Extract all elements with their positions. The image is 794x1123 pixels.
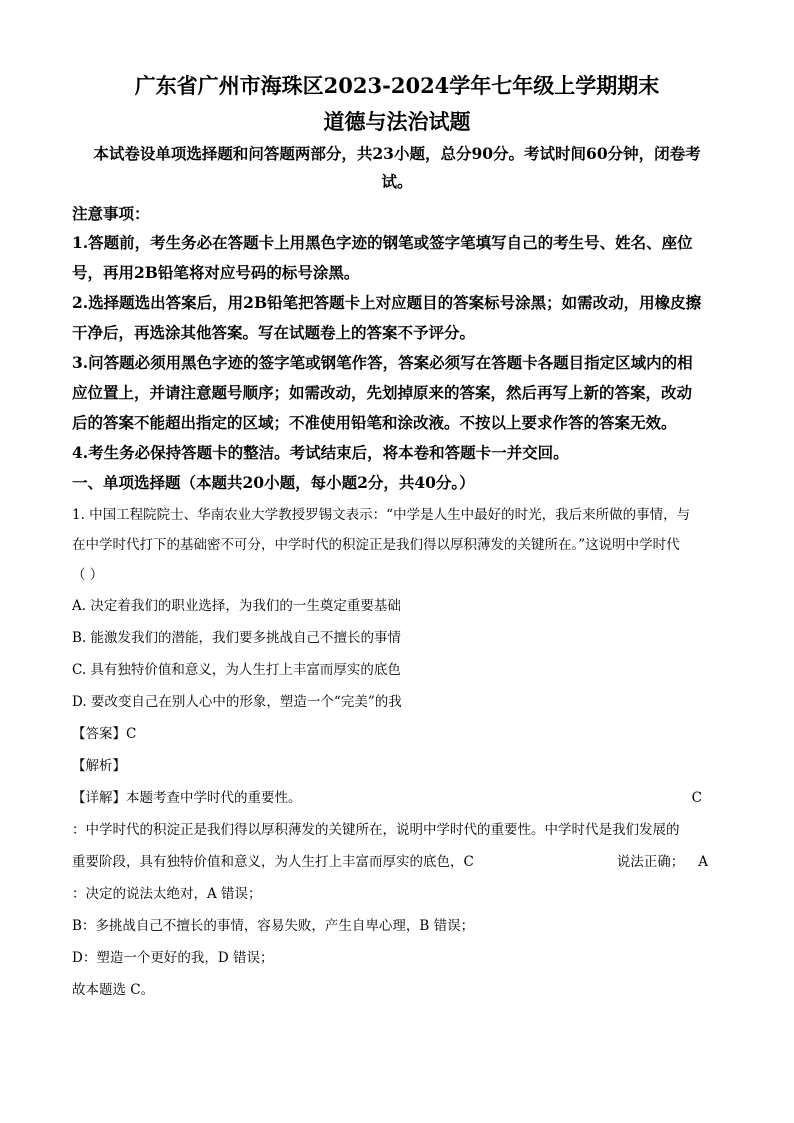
detail-line: 故本题选 C。 (72, 982, 155, 998)
notice-line: 3.问答题必须用黑色字迹的签字笔或钢笔作答，答案必须写在答题卡各题目指定区域内的相 (72, 353, 693, 372)
exam-intro (72, 140, 722, 196)
option-d: D. 要改变自己在别人心中的形象，塑造一个“完美”的我 (72, 694, 402, 710)
notice-item-1 (72, 228, 722, 288)
question-stem-line: 1. 中国工程院院士、华南农业大学教授罗锡文表示：“中学是人生中最好的时光，我后来所做的事情，与 (72, 507, 691, 523)
question-stem-line: （ ） (72, 567, 104, 583)
section-title: 一、单项选择题（本题共20小题，每小题2分，共40分。） (72, 473, 475, 492)
option-c: C. 具有独特价值和意义，为人生打上丰富而厚实的底色 (72, 662, 401, 678)
intro-line: 试。 (381, 172, 413, 191)
detail-text: 重要阶段，具有独特价值和意义，为人生打上丰富而厚实的底色，C (72, 854, 474, 870)
notice-item-3 (72, 348, 722, 438)
notice-line: 1.答题前，考生务必在答题卡上用黑色字迹的钢笔或签字笔填写自己的考生号、姓名、座位 (72, 233, 693, 252)
detail-line: ：决定的说法太绝对，A 错误； (72, 886, 262, 902)
detail-line (72, 782, 722, 814)
detail-text: C (691, 790, 702, 806)
notice-line: 干净后，再选涂其他答案。写在试题卷上的答案不予评分。 (72, 323, 476, 342)
notice-line: 4.考生务必保持答题卡的整洁。考试结束后，将本卷和答题卡一并交回。 (72, 443, 569, 462)
detail-line: ：中学时代的积淀正是我们得以厚积薄发的关键所在，说明中学时代的重要性。中学时代是我们发展的 (72, 822, 680, 838)
intro-line: 本试卷设单项选择题和问答题两部分，共23小题，总分90分。考试时间60分钟，闭卷考 (93, 144, 701, 163)
page-subtitle: 道德与法治试题 (323, 109, 471, 134)
question-stem-line: 在中学时代打下的基础密不可分，中学时代的积淀正是我们得以厚积薄发的关键所在。”这说明中学时代 (72, 537, 680, 553)
detail-spacer (474, 846, 617, 878)
detail-text: 【详解】本题考查中学时代的重要性。 (72, 790, 302, 806)
page-title: 广东省广州市海珠区2023-2024学年七年级上学期期末 (134, 73, 660, 98)
notice-line: 应位置上，并请注意题号顺序；如需改动，先划掉原来的答案，然后再写上新的答案，改动 (72, 383, 693, 402)
notice-line: 后的答案不能超出指定的区域；不准使用铅笔和涂改液。不按以上要求作答的答案无效。 (72, 413, 677, 432)
notice-title: 注意事项： (72, 204, 150, 223)
analysis-label: 【解析】 (72, 758, 126, 774)
detail-line (72, 846, 722, 878)
notice-item-2 (72, 288, 722, 348)
notice-line: 2.选择题选出答案后，用2B铅笔把答题卡上对应题目的答案标号涂黑；如需改动，用橡皮擦 (72, 293, 702, 312)
exam-page (72, 72, 722, 1006)
answer: 【答案】C (72, 726, 137, 742)
detail-text: 说法正确； (616, 854, 685, 870)
option-a: A. 决定着我们的职业选择，为我们的一生奠定重要基础 (72, 598, 401, 614)
option-b: B. 能激发我们的潜能，我们要多挑战自己不擅长的事情 (72, 630, 402, 646)
notice-item-4 (72, 438, 722, 468)
notice-line: 号，再用2B铅笔将对应号码的标号涂黑。 (72, 263, 360, 282)
question-1 (72, 500, 722, 590)
detail-line: D：塑造一个更好的我，D 错误； (72, 950, 274, 966)
detail-line: B：多挑战自己不擅长的事情，容易失败，产生自卑心理，B 错误； (72, 918, 475, 934)
detail-text: A (698, 854, 708, 870)
